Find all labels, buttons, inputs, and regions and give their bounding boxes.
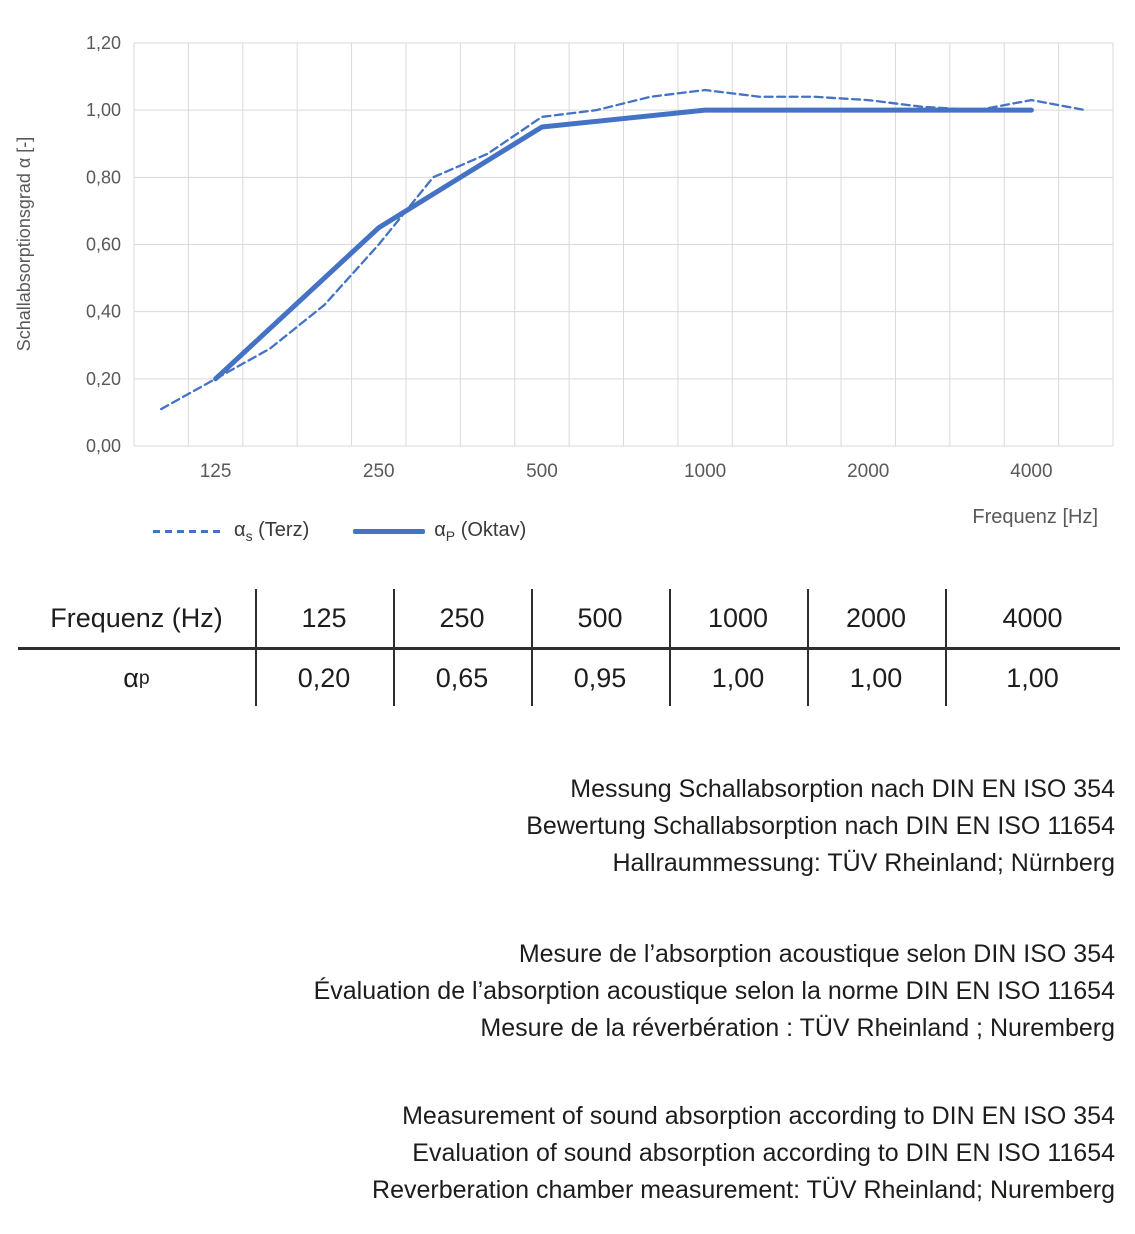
notes-german	[20, 771, 1115, 882]
table-value-1000: 1,00	[711, 662, 765, 693]
chart-legend	[153, 512, 526, 550]
table-value-500: 0,95	[573, 662, 627, 693]
table-header-4000: 4000	[1002, 602, 1063, 633]
note-line-fr-2: Évaluation de l’absorption acoustique selon la norme DIN EN ISO 11654	[313, 977, 1115, 1005]
table-value-250: 0,65	[435, 662, 489, 693]
table-column-divider	[669, 589, 671, 706]
table-header-125: 125	[301, 602, 347, 633]
note-line-de-1: Messung Schallabsorption nach DIN EN ISO 354	[570, 775, 1115, 803]
table-column-divider	[531, 589, 533, 706]
table-header-2000: 2000	[845, 602, 907, 633]
table-column-divider	[807, 589, 809, 706]
y-tick-label: 0,60	[85, 234, 121, 255]
table-value-row	[18, 650, 1120, 706]
x-tick-label: 500	[526, 461, 558, 482]
practical-absorption-table	[18, 589, 1120, 706]
y-tick-label: 0,80	[85, 167, 121, 188]
table-value-125: 0,20	[297, 662, 351, 693]
legend-item-oktav	[353, 519, 526, 544]
legend-item-terz	[153, 519, 309, 544]
y-tick-label: 1,00	[85, 100, 121, 121]
table-header-row	[18, 589, 1120, 647]
table-header-500: 500	[577, 602, 623, 633]
x-axis-title: Frequenz [Hz]	[972, 506, 1098, 528]
x-tick-label: 2000	[847, 461, 890, 482]
absorption-chart	[0, 0, 1135, 496]
note-line-de-2: Bewertung Schallabsorption nach DIN EN ISO 11654	[526, 812, 1115, 840]
x-tick-label: 250	[362, 461, 395, 482]
note-line-en-2: Evaluation of sound absorption according to DIN EN ISO 11654	[412, 1139, 1115, 1167]
table-value-4000: 1,00	[1006, 662, 1059, 693]
notes-french	[20, 936, 1115, 1047]
solid-line-swatch	[353, 529, 425, 534]
note-line-en-3: Reverberation chamber measurement: TÜV Rheinland; Nuremberg	[372, 1176, 1115, 1204]
note-line-en-1: Measurement of sound absorption according to DIN EN ISO 354	[402, 1102, 1115, 1130]
table-row-label-alpha-p: α p	[123, 662, 150, 693]
table-column-divider	[393, 589, 395, 706]
x-tick-label: 4000	[1010, 461, 1053, 482]
note-line-fr-1: Mesure de l’absorption acoustique selon DIN ISO 354	[518, 940, 1115, 968]
table-column-divider	[255, 589, 257, 706]
table-value-2000: 1,00	[849, 662, 903, 693]
table-column-divider	[945, 589, 947, 706]
x-tick-label: 125	[199, 461, 232, 482]
y-axis-title: Schallabsorptionsgrad α [-]	[14, 136, 34, 352]
note-line-de-3: Hallraummessung: TÜV Rheinland; Nürnberg	[612, 849, 1115, 877]
legend-label-terz: $\alpha_s$ (Terz)	[234, 518, 310, 544]
notes-english	[20, 1098, 1115, 1209]
y-tick-label: 0,20	[85, 368, 121, 389]
table-header-250: 250	[439, 602, 485, 633]
table-header-1000: 1000	[707, 602, 769, 633]
y-tick-label: 1,20	[85, 33, 121, 53]
y-tick-label: 0,40	[85, 301, 121, 322]
y-tick-label: 0,00	[85, 436, 121, 456]
legend-label-oktav: $\alpha_P$ (Oktav)	[434, 518, 527, 544]
table-header-frequency: Frequenz (Hz)	[50, 602, 223, 633]
x-tick-label: 1000	[683, 461, 727, 482]
dashed-line-swatch	[153, 530, 225, 533]
note-line-fr-3: Mesure de la réverbération : TÜV Rheinland ; Nuremberg	[480, 1014, 1115, 1042]
